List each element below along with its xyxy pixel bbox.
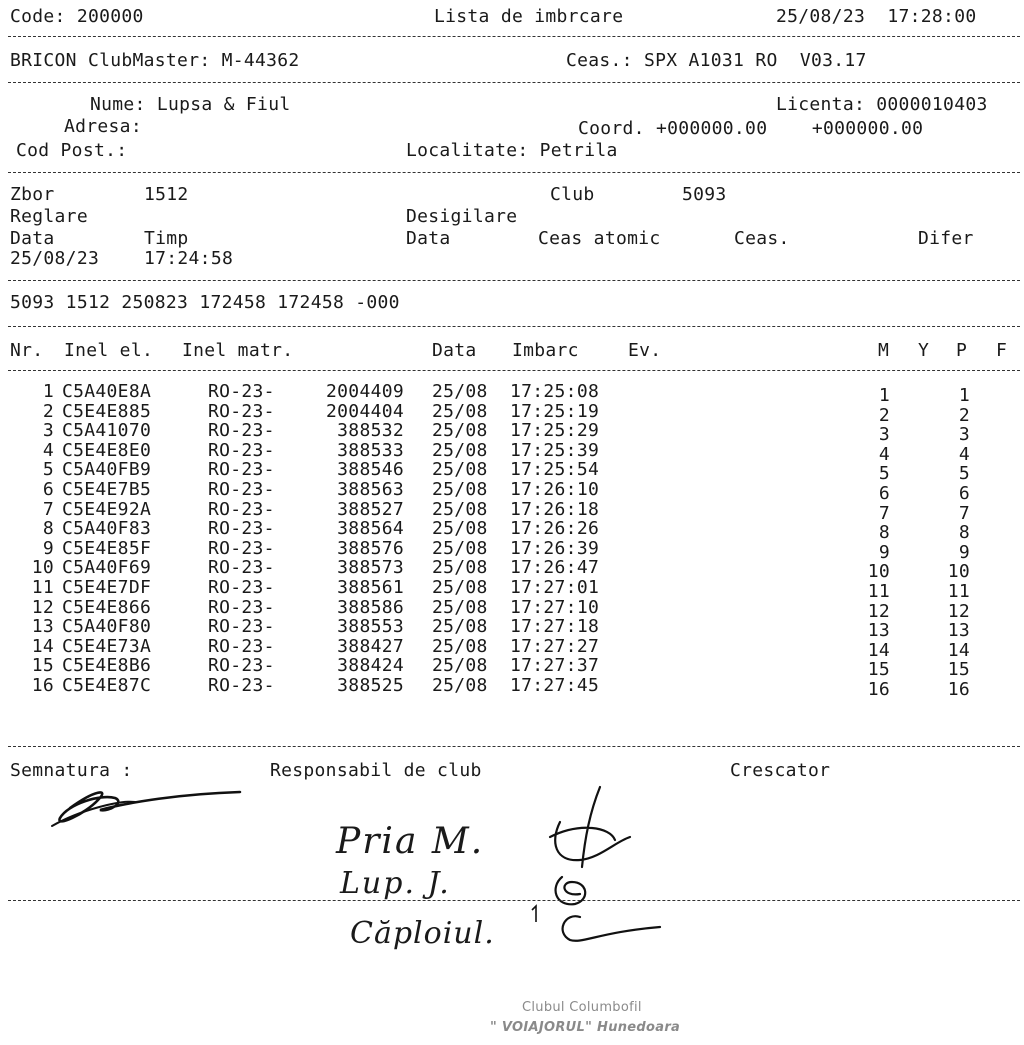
row-nr: 8 [42,518,54,540]
row-electronic-ring: C5A40F69 [62,557,152,579]
separator [8,900,1020,901]
clubmaster-id: BRICON ClubMaster: M-44362 [10,50,300,71]
postcode-label: Cod Post.: [16,140,128,161]
row-ring-country: RO-23- [208,596,275,618]
col-m: M [878,340,890,361]
row-electronic-ring: C5E4E85F [62,537,152,559]
row-m: 8 [878,522,890,544]
col-data: Data [432,340,477,361]
row-p: 1 [958,385,970,406]
row-electronic-ring: C5E4E8B6 [62,655,152,677]
row-date: 25/08 [432,420,488,442]
row-nr: 2 [42,400,54,422]
row-ring-number: 388532 [337,420,404,442]
row-date: 25/08 [432,479,488,500]
row-time: 17:26:47 [510,557,600,579]
difference-label: Difer [918,228,974,249]
row-nr: 3 [42,420,54,442]
row-m: 13 [867,620,890,642]
row-nr: 5 [42,459,54,481]
license-number: Licenta: 0000010403 [776,94,988,115]
row-ring-country: RO-23- [208,675,275,696]
row-m: 7 [878,502,890,524]
separator [8,326,1020,327]
document-code: Code: 200000 [10,6,144,27]
row-electronic-ring: C5E4E7DF [62,577,152,598]
row-ring-country: RO-23- [208,557,275,579]
row-m: 9 [878,541,890,563]
row-date: 25/08 [432,655,488,677]
reg-date-value: 25/08/23 [10,248,100,269]
row-time: 17:27:37 [510,655,600,677]
row-ring-number: 388546 [337,459,404,481]
row-date: 25/08 [432,459,488,481]
row-nr: 4 [42,439,54,461]
row-ring-country: RO-23- [208,400,275,422]
row-nr: 11 [31,577,54,598]
reg-date-label: Data [10,228,55,249]
row-time: 17:27:27 [510,635,600,657]
row-nr: 9 [42,537,54,559]
row-ring-number: 2004404 [326,400,404,422]
row-nr: 7 [42,498,54,520]
row-m: 11 [867,581,890,602]
row-electronic-ring: C5A41070 [62,420,152,442]
row-electronic-ring: C5A40FB9 [62,459,152,481]
row-m: 12 [867,600,890,622]
reg-time-label: Timp [144,228,189,249]
row-m: 14 [867,639,890,661]
row-electronic-ring: C5E4E8E0 [62,439,152,461]
row-nr: 6 [42,479,54,500]
row-ring-number: 388586 [337,596,404,618]
row-date: 25/08 [432,635,488,657]
flight-label: Zbor [10,184,55,205]
flight-number: 1512 [144,184,189,205]
row-time: 17:25:19 [510,400,600,422]
row-p: 12 [947,600,970,622]
row-p: 8 [958,522,970,544]
club-stamp-line-1: Clubul Columbofil [522,1000,642,1015]
row-date: 25/08 [432,518,488,540]
col-p: P [956,340,968,361]
row-time: 17:25:54 [510,459,600,481]
owner-name: Nume: Lupsa & Fiul [90,94,291,115]
row-p: 14 [947,639,970,661]
row-p: 2 [958,404,970,426]
row-electronic-ring: C5A40E8A [62,381,152,402]
signature-label: Semnatura : [10,760,133,781]
signature-scribble-1 [40,780,250,840]
row-ring-number: 388561 [337,577,404,598]
clock-label: Ceas. [734,228,790,249]
row-ring-country: RO-23- [208,518,275,540]
row-electronic-ring: C5A40F83 [62,518,152,540]
row-time: 17:27:10 [510,596,600,618]
signature-scribble-2 [520,782,680,952]
col-imbarc: Imbarc [512,340,579,361]
row-electronic-ring: C5E4E866 [62,596,152,618]
row-time: 17:25:39 [510,439,600,461]
code-line: 5093 1512 250823 172458 172458 -000 [10,292,400,313]
row-ring-country: RO-23- [208,655,275,677]
row-date: 25/08 [432,557,488,579]
handwritten-line-2: Lup. J. [340,866,451,901]
row-time: 17:25:08 [510,381,600,402]
col-y: Y [918,340,930,361]
document-title: Lista de imbrcare [434,6,624,27]
row-nr: 14 [31,635,54,657]
row-date: 25/08 [432,439,488,461]
row-time: 17:27:45 [510,675,600,696]
row-ring-number: 388525 [337,675,404,696]
row-date: 25/08 [432,498,488,520]
atomic-clock-label: Ceas atomic [538,228,661,249]
club-number: 5093 [682,184,727,205]
row-ring-country: RO-23- [208,537,275,559]
row-nr: 13 [31,616,54,638]
col-inel-el: Inel el. [64,340,154,361]
row-ring-country: RO-23- [208,459,275,481]
row-date: 25/08 [432,675,488,696]
locality: Localitate: Petrila [406,140,618,161]
row-ring-country: RO-23- [208,635,275,657]
row-time: 17:26:18 [510,498,600,520]
col-ev: Ev. [628,340,662,361]
row-date: 25/08 [432,616,488,638]
row-electronic-ring: C5E4E885 [62,400,152,422]
row-nr: 10 [31,557,54,579]
row-ring-number: 388573 [337,557,404,579]
row-ring-country: RO-23- [208,479,275,500]
row-nr: 15 [31,655,54,677]
club-label: Club [550,184,595,205]
row-date: 25/08 [432,381,488,402]
row-m: 5 [878,463,890,485]
row-m: 6 [878,483,890,504]
row-time: 17:27:18 [510,616,600,638]
row-ring-country: RO-23- [208,577,275,598]
row-ring-number: 388576 [337,537,404,559]
row-time: 17:26:10 [510,479,600,500]
row-m: 10 [867,561,890,583]
row-p: 7 [958,502,970,524]
separator [8,82,1020,83]
col-inel-matr: Inel matr. [182,340,294,361]
row-m: 1 [878,385,890,406]
row-ring-number: 388564 [337,518,404,540]
row-ring-number: 388553 [337,616,404,638]
row-m: 16 [867,679,890,700]
separator [8,746,1020,747]
handwritten-line-1: Pria M. [336,821,485,862]
club-stamp-line-2: " VOIAJORUL" Hunedoara [490,1020,681,1035]
row-electronic-ring: C5E4E73A [62,635,152,657]
reglare-label: Reglare [10,206,88,227]
address-label: Adresa: [64,116,142,137]
row-ring-number: 388533 [337,439,404,461]
coordinates: Coord. +000000.00 +000000.00 [578,118,924,139]
row-m: 15 [867,659,890,681]
row-ring-country: RO-23- [208,439,275,461]
row-m: 3 [878,424,890,446]
row-p: 3 [958,424,970,446]
row-time: 17:26:26 [510,518,600,540]
row-time: 17:25:29 [510,420,600,442]
row-electronic-ring: C5E4E7B5 [62,479,152,500]
reg-time-value: 17:24:58 [144,248,234,269]
row-p: 11 [947,581,970,602]
row-p: 9 [958,541,970,563]
row-date: 25/08 [432,577,488,598]
row-ring-country: RO-23- [208,498,275,520]
col-nr: Nr. [10,340,44,361]
print-datetime: 25/08/23 17:28:00 [776,6,977,27]
row-ring-number: 388424 [337,655,404,677]
row-p: 16 [947,679,970,700]
row-ring-number: 388563 [337,479,404,500]
row-ring-country: RO-23- [208,616,275,638]
club-responsible-label: Responsabil de club [270,760,482,781]
row-nr: 12 [31,596,54,618]
row-ring-number: 2004409 [326,381,404,402]
row-p: 13 [947,620,970,642]
separator [8,370,1020,371]
breeder-label: Crescator [730,760,831,781]
row-ring-number: 388427 [337,635,404,657]
row-ring-country: RO-23- [208,420,275,442]
row-date: 25/08 [432,596,488,618]
separator [8,36,1020,37]
row-p: 6 [958,483,970,504]
row-p: 5 [958,463,970,485]
row-date: 25/08 [432,400,488,422]
unseal-date-label: Data [406,228,451,249]
row-nr: 1 [42,381,54,402]
row-p: 10 [947,561,970,583]
handwritten-line-3: Căploiul. [350,916,495,951]
row-date: 25/08 [432,537,488,559]
row-p: 15 [947,659,970,681]
separator [8,172,1020,173]
desigilare-label: Desigilare [406,206,518,227]
row-time: 17:26:39 [510,537,600,559]
row-time: 17:27:01 [510,577,600,598]
row-electronic-ring: C5E4E87C [62,675,152,696]
col-f: F [996,340,1008,361]
row-p: 4 [958,443,970,465]
separator [8,280,1020,281]
row-m: 4 [878,443,890,465]
clock-id: Ceas.: SPX A1031 RO V03.17 [566,50,867,71]
row-m: 2 [878,404,890,426]
row-electronic-ring: C5A40F80 [62,616,152,638]
row-ring-country: RO-23- [208,381,275,402]
row-nr: 16 [31,675,54,696]
row-ring-number: 388527 [337,498,404,520]
row-electronic-ring: C5E4E92A [62,498,152,520]
